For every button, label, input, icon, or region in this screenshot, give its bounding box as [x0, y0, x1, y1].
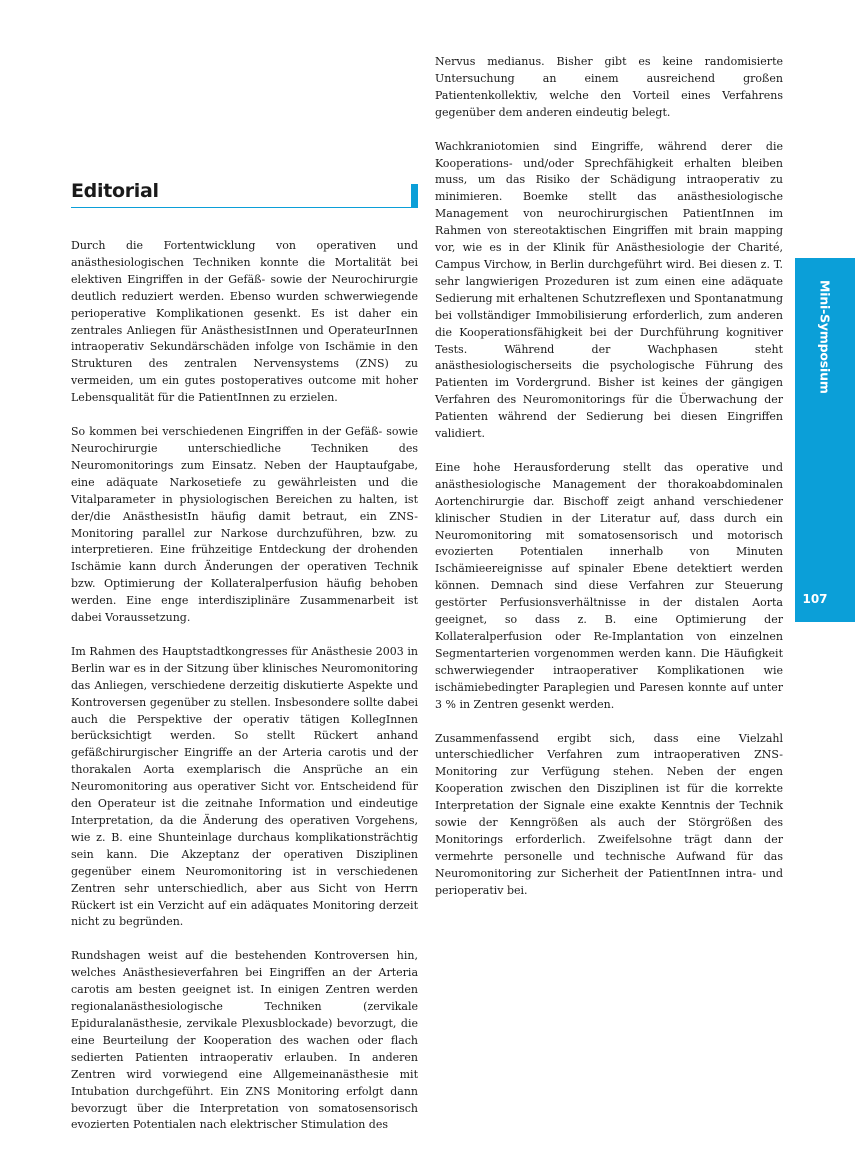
paragraph: Im Rahmen des Hauptstadtkongresses für Anästhesie 2003 in Berlin war es in der Sitzung über klinisches Neuromonitoring das Anliegen, verschiedene derzeitig diskutierte Aspekte und Kontroversen gegenüber zu stellen. Insbesondere sollte dabei auch die Perspektive der operativ tätigen KollegInnen berücksichtigt werden. So stellt Rückert anhand gefäßchirurgischer Eingriffe an der Arteria carotis und der thorakalen Aorta exemplarisch die Ansprüche an ein Neuromonitoring aus operativer Sicht vor. Entscheidend für den Operateur ist die zeitnahe Information und eindeutige Interpretation, da die Änderung des operativen Vorgehens, wie z. B. eine Shunteinlage durchaus komplikationsträchtig sein kann. Die Akzeptanz der operativen Disziplinen gegenüber einem Neuromonitoring ist in verschiedenen Zentren sehr unterschiedlich, aber aus Sicht von Herrn Rückert ist ein Verzicht auf ein adäquates Monitoring derzeit nicht zu begründen. — [71, 644, 418, 929]
right-column — [435, 54, 783, 917]
section-label: Mini-Symposium — [817, 280, 833, 394]
page-number: 107 — [802, 592, 828, 606]
page-title: Editorial — [71, 180, 159, 202]
paragraph: Eine hohe Herausforderung stellt das operative und anästhesiologische Management der thorakoabdominalen Aortenchirurgie dar. Bischoff zeigt anhand verschiedener klinischer Studien in der Literatur auf, dass durch ein Neuromonitoring mit somatosensorisch und motorisch evozierten Potentialen innerhalb von Minuten Ischämieereignisse auf spinaler Ebene detektiert werden können. Demnach sind diese Verfahren zur Steuerung gestörter Perfusionsverhältnisse in der distalen Aorta geeignet, so dass z. B. eine Optimierung der Kollateralperfusion oder Re-Implantation von einzelnen Segmentarterien vorgenommen werden kann. Die Häufigkeit schwerwiegender intraoperativer Komplikationen wie ischämiebedingter Paraplegien und Paresen konnte auf unter 3 % in Zentren gesenkt werden. — [435, 460, 783, 711]
heading-accent-bar — [411, 184, 418, 208]
paragraph: So kommen bei verschiedenen Eingriffen in der Gefäß- sowie Neurochirurgie unterschiedliche Techniken des Neuromonitorings zum Einsatz. Neben der Hauptaufgabe, eine adäquate Narkosetiefe zu gewährleisten und die Vitalparameter in physiologischen Bereichen zu halten, ist der/die AnästhesistIn häufig damit betraut, ein ZNS-Monitoring parallel zur Narkose durchzuführen, bzw. zu interpretieren. Eine frühzeitige Entdeckung der drohenden Ischämie kann durch Änderungen der operativen Technik bzw. Optimierung der Kollateralperfusion häufig behoben werden. Eine enge interdisziplinäre Zusammenarbeit ist dabei Voraussetzung. — [71, 425, 418, 625]
paragraph: Rundshagen weist auf die bestehenden Kontroversen hin, welches Anästhesieverfahren bei Eingriffen an der Arteria carotis am besten geeignet ist. In einigen Zentren werden regionalanästhesiologische Techniken (zervikale Epiduralanästhesie, zervikale Plexusblockade) bevorzugt, die eine Beurteilung der Kooperation des wachen oder flach sedierten Patienten intraoperativ erlauben. In anderen Zentren wird vorwiegend eine Allgemeinanästhesie mit Intubation durchgeführt. Ein ZNS Monitoring erfolgt dann bevorzugt über die Interpretation von somatosensorisch evozierten Potentialen nach elektrischer Stimulation des — [71, 949, 418, 1132]
heading-underline — [71, 207, 411, 208]
paragraph: Durch die Fortentwicklung von operativen und anästhesiologischen Techniken konnte die Mortalität bei elektiven Eingriffen in der Gefäß- sowie der Neurochirurgie deutlich reduziert werden. Ebenso wurden schwerwiegende perioperative Komplikationen gesenkt. Es ist daher ein zentrales Anliegen für AnästhesistInnen und OperateurInnen intraoperativ Sekundärschäden infolge von Ischämie in den Strukturen des zentralen Nervensystems (ZNS) zu vermeiden, um ein gutes postoperatives outcome mit hoher Lebensqualität für die PatientInnen zu erzielen. — [71, 239, 418, 405]
paragraph: Wachkraniotomien sind Eingriffe, während derer die Kooperations- und/oder Sprechfähigkeit erhalten bleiben muss, um das Risiko der Schädigung intraoperativ zu minimieren. Boemke stellt das anästhesiologische Management von neurochirurgischen PatientInnen im Rahmen von stereotaktischen Eingriffen mit brain mapping vor, wie es in der Klinik für Anästhesiologie der Charité, Campus Virchow, in Berlin durchgeführt wird. Bei diesen z. T. sehr langwierigen Prozeduren ist zum einen eine adäquate Sedierung mit erhaltenen Schutzreflexen und Spontanatmung bei vollständiger Immobilisierung erforderlich, zum anderen die Kooperationsfähigkeit bei der Durchführung kognitiver Tests. Während der Wachphasen steht anästhesiologischerseits die psychologische Führung des Patienten im Vordergrund. Bisher ist keines der gängigen Verfahren des Neuromonitorings für die Überwachung der Patienten während der Sedierung bei diesen Eingriffen validiert. — [435, 139, 783, 441]
left-column — [71, 238, 418, 1151]
section-side-tab — [795, 258, 855, 622]
paragraph: Zusammenfassend ergibt sich, dass eine Vielzahl unterschiedlicher Verfahren zum intraoperativen ZNS-Monitoring zur Verfügung stehen. Neben der engen Kooperation zwischen den Disziplinen ist für die korrekte Interpretation der Signale eine exakte Kenntnis der Technik sowie der Kenngrößen als auch der Störgrößen des Monitorings erforderlich. Zweifelsohne trägt dann der vermehrte personelle und technische Aufwand für das Neuromonitoring zur Sicherheit der PatientInnen intra- und perioperativ bei. — [435, 731, 783, 897]
editorial-heading — [71, 180, 418, 210]
paragraph: Nervus medianus. Bisher gibt es keine randomisierte Untersuchung an einem ausreichend großen Patientenkollektiv, welche den Vorteil eines Verfahrens gegenüber dem anderen eindeutig belegt. — [435, 55, 783, 119]
